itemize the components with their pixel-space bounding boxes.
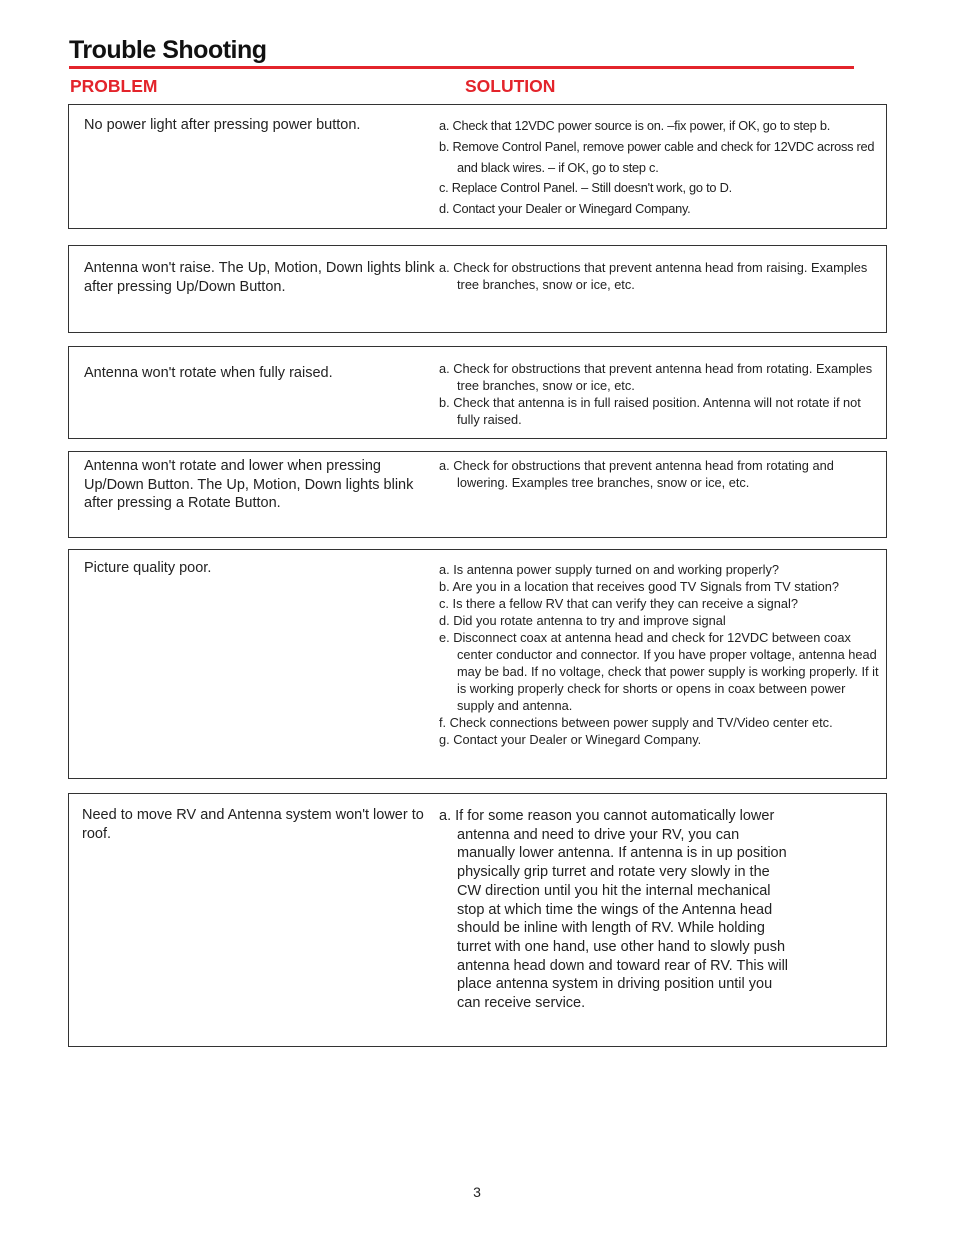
solution-item: a. Check for obstructions that prevent antenna head from rotating. Examples tree branches, snow or ice, etc. [439, 361, 873, 393]
solution-item: g. Contact your Dealer or Winegard Company. [439, 732, 702, 747]
problem-text: Antenna won't rotate when fully raised. [84, 365, 333, 381]
solution-item: d. Did you rotate antenna to try and improve signal [439, 613, 726, 628]
solution-list [439, 360, 884, 428]
solution-item: f. Check connections between power supply and TV/Video center etc. [439, 715, 833, 730]
troubleshooting-row-wont-raise [68, 245, 887, 333]
problem-text: Need to move RV and Antenna system won't lower to roof. [82, 807, 424, 842]
solution-item: c. Replace Control Panel. – Still doesn't work, go to D. [439, 180, 732, 196]
troubleshooting-row-no-power [68, 104, 887, 229]
problem-text: Picture quality poor. [84, 560, 212, 576]
page-title: Trouble Shooting [69, 36, 267, 64]
solution-item: b. Remove Control Panel, remove power cable and check for 12VDC across red and black wires. – if OK, go to step c. [439, 138, 875, 175]
solution-item: e. Disconnect coax at antenna head and check for 12VDC between coax center conductor and connector. If you have proper voltage, antenna head may be bad. If no voltage, check that power supply is working properly. If it is working properly check for shorts or opens in coax between power supply and antenna. [439, 630, 879, 713]
solution-list [439, 259, 884, 293]
solution-column-header: SOLUTION [465, 76, 556, 96]
solution-item: a. Check that 12VDC power source is on. –fix power, if OK, go to step b. [439, 118, 830, 133]
solution-item: a. Is antenna power supply turned on and working properly? [439, 562, 780, 577]
title-divider [69, 66, 854, 69]
solution-item: a. Check for obstructions that prevent antenna head from raising. Examples tree branches, snow or ice, etc. [439, 260, 868, 292]
solution-list [439, 457, 884, 491]
page-number: 3 [473, 1184, 481, 1200]
problem-text: No power light after pressing power button. [84, 117, 361, 133]
problem-text: Antenna won't rotate and lower when pressing Up/Down Button. The Up, Motion, Down lights blink after pressing a Rotate Button. [84, 458, 414, 512]
troubleshooting-row-picture-quality [68, 549, 887, 779]
troubleshooting-row-wont-rotate [68, 346, 887, 439]
problem-text: Antenna won't raise. The Up, Motion, Down lights blink after pressing Up/Down Button. [84, 260, 435, 295]
solution-item: a. If for some reason you cannot automatically lower antenna and need to drive your RV, you can manually lower antenna. If antenna is in up position physically grip turret and rotate very slowly in the CW direction until you hit the internal mechanical stop at which time the wings of the Antenna head should be inline with length of RV. While holding turret with one hand, use other hand to slowly push antenna head down and toward rear of RV. This will place antenna system in driving position until you can receive service. [439, 808, 789, 1012]
solution-list [439, 116, 884, 220]
solution-list [439, 807, 794, 1013]
troubleshooting-row-wont-rotate-lower [68, 451, 887, 538]
solution-item: b. Are you in a location that receives good TV Signals from TV station? [439, 579, 840, 594]
solution-item: b. Check that antenna is in full raised position. Antenna will not rotate if not fully raised. [439, 395, 861, 427]
problem-column-header: PROBLEM [70, 76, 158, 96]
solution-item: d. Contact your Dealer or Winegard Company. [439, 201, 691, 217]
solution-list [439, 561, 884, 748]
solution-item: c. Is there a fellow RV that can verify they can receive a signal? [439, 596, 798, 611]
solution-item: a. Check for obstructions that prevent antenna head from rotating and lowering. Examples tree branches, snow or ice, etc. [439, 458, 834, 490]
troubleshooting-row-manual-lower [68, 793, 887, 1047]
